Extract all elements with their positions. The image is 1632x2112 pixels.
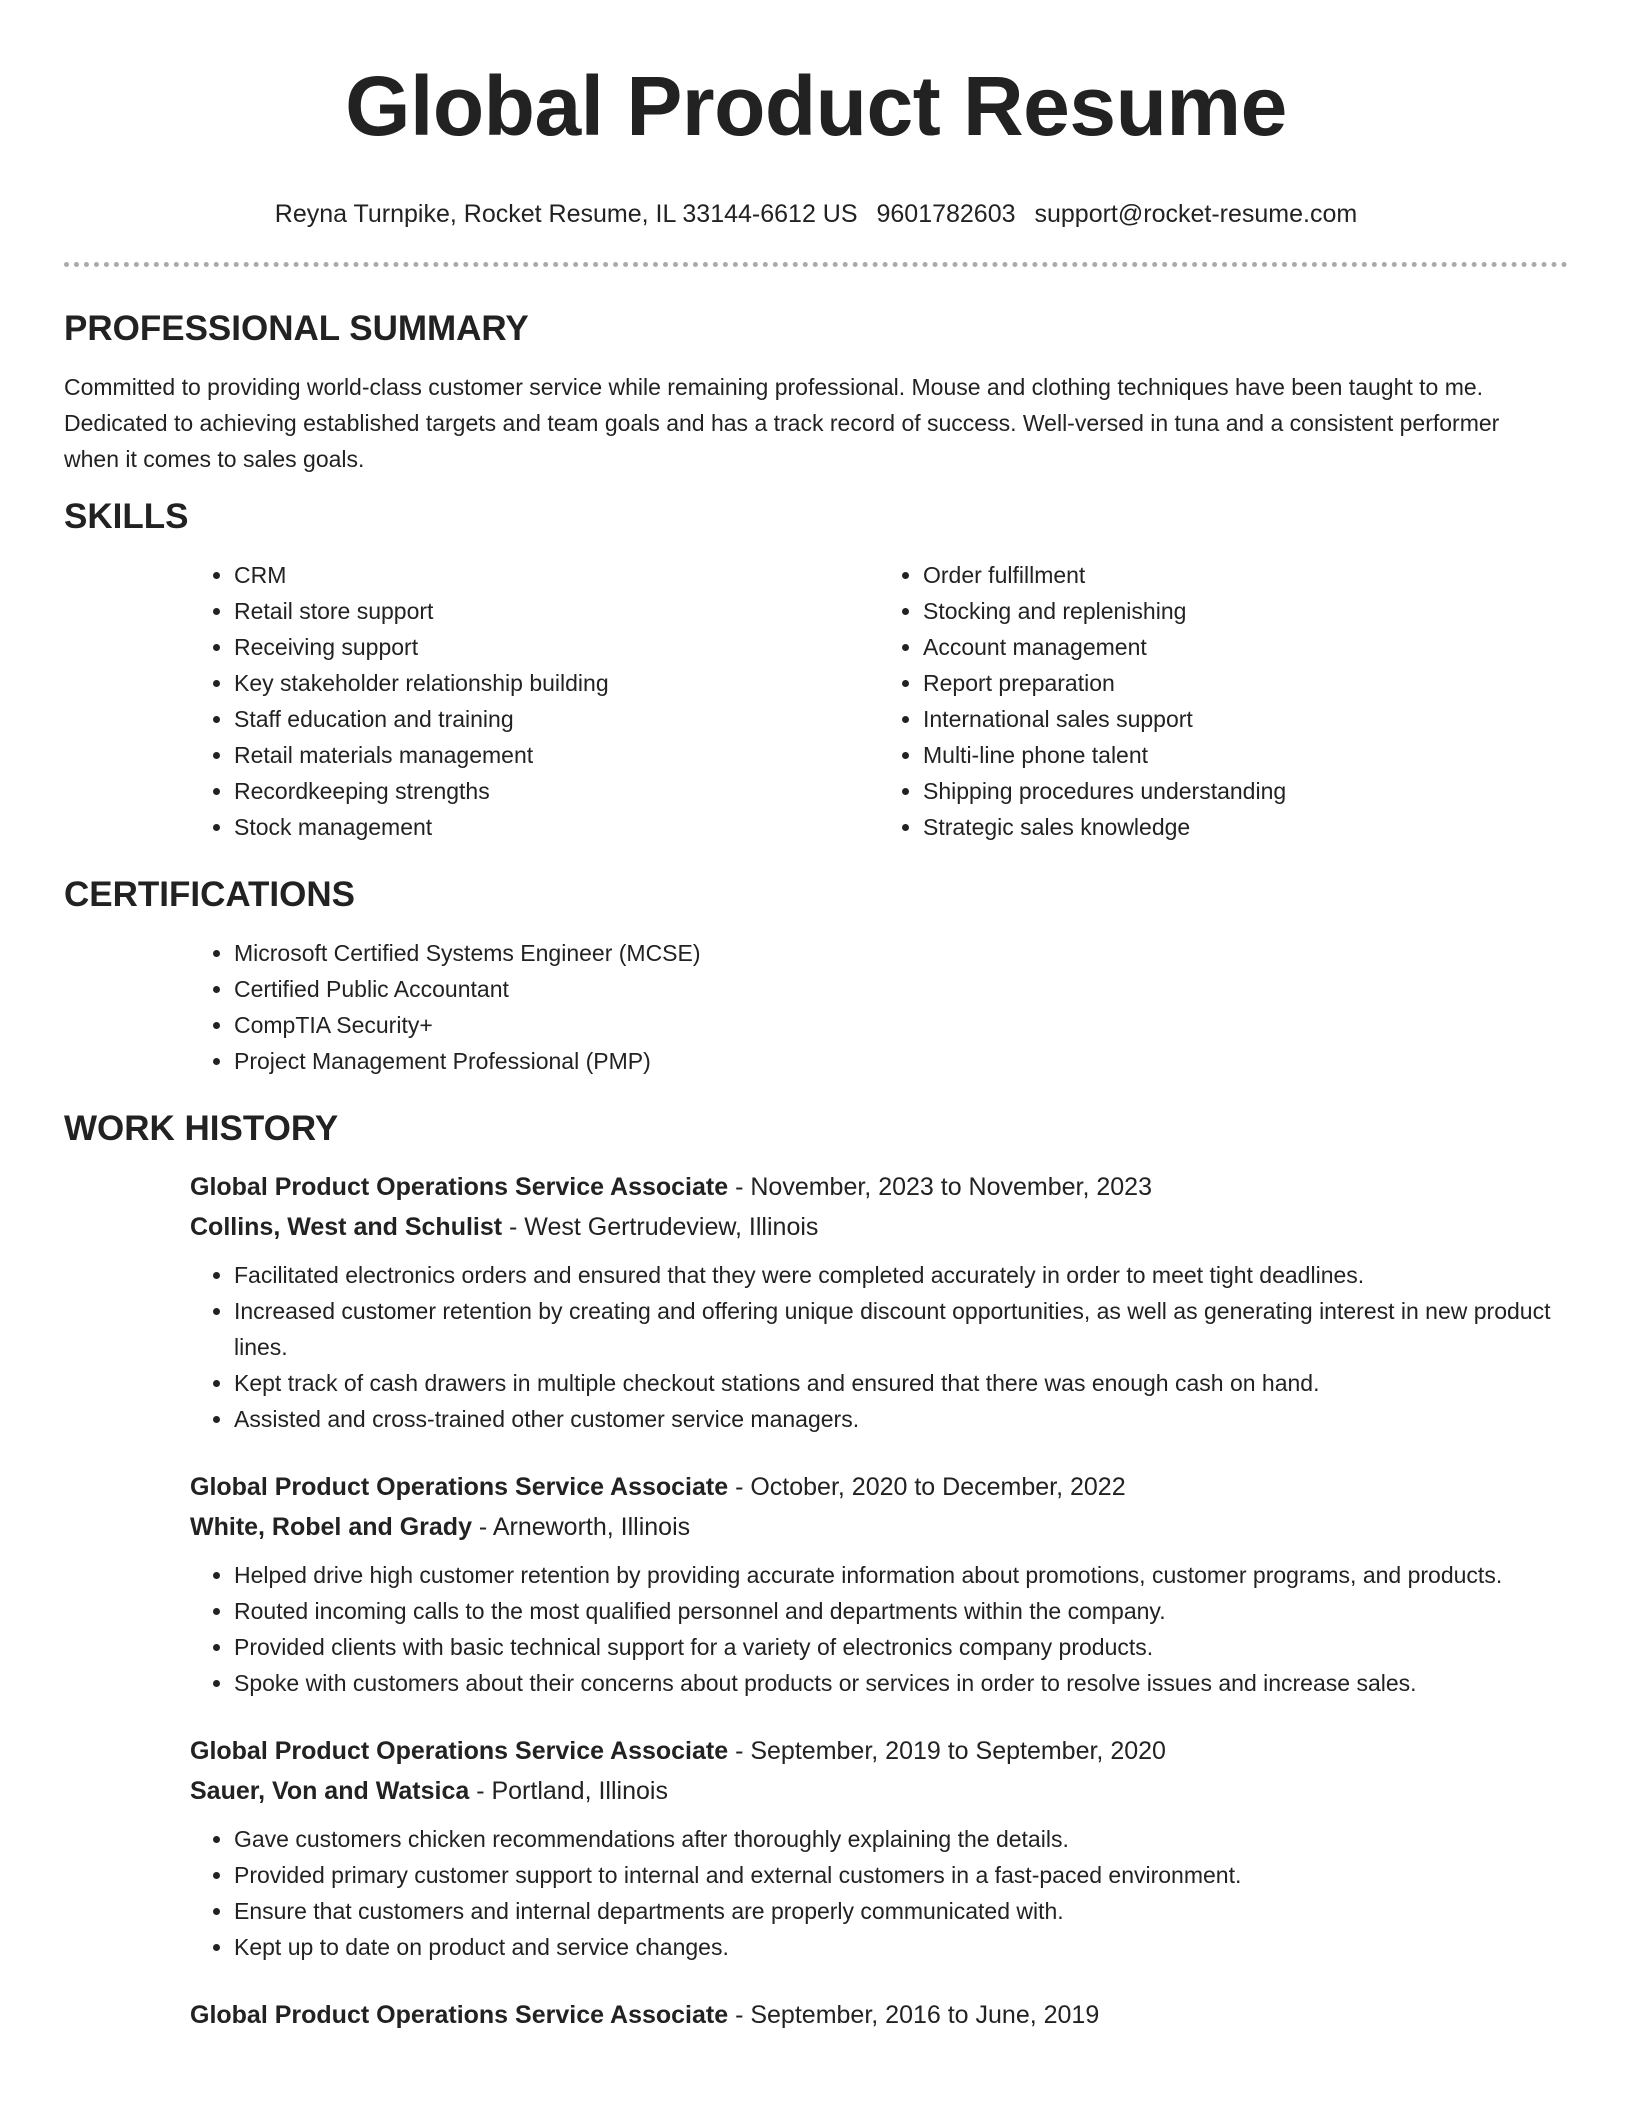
skill-item: • Retail store support — [234, 593, 879, 629]
job-title-line — [190, 1731, 1568, 1771]
skills-list-left — [190, 557, 879, 845]
jobs-list — [190, 1167, 1568, 2035]
job-dates: - October, 2020 to December, 2022 — [728, 1473, 1126, 1501]
summary-heading: PROFESSIONAL SUMMARY — [64, 309, 529, 348]
job-bullet: • Facilitated electronics orders and ensured that they were completed accurately in order to meet tight deadlines. — [234, 1257, 1568, 1293]
skills-heading: SKILLS — [64, 497, 189, 536]
job-bullet: • Helped drive high customer retention by providing accurate information about promotions, customer programs, and products. — [234, 1557, 1568, 1593]
certifications-heading: CERTIFICATIONS — [64, 875, 356, 914]
job-bullet: • Increased customer retention by creating and offering unique discount opportunities, as well as generating interest in new product lines. — [234, 1293, 1568, 1365]
skill-item: • Recordkeeping strengths — [234, 773, 879, 809]
job-company-line — [190, 1507, 1568, 1547]
work-history-heading: WORK HISTORY — [64, 1109, 339, 1148]
job-dates: - November, 2023 to November, 2023 — [728, 1173, 1152, 1201]
skill-item: • Order fulfillment — [923, 557, 1568, 593]
job-role: Global Product Operations Service Associate — [190, 1473, 729, 1501]
job-bullets — [190, 1257, 1568, 1437]
job-bullet: • Assisted and cross-trained other customer service managers. — [234, 1401, 1568, 1437]
skill-item: • Multi-line phone talent — [923, 737, 1568, 773]
job-bullet: • Gave customers chicken recommendations after thoroughly explaining the details. — [234, 1821, 1568, 1857]
skill-item: • Staff education and training — [234, 701, 879, 737]
job-dates: - September, 2019 to September, 2020 — [728, 1737, 1166, 1765]
job-role: Global Product Operations Service Associate — [190, 2001, 729, 2029]
job-entry — [190, 1995, 1568, 2035]
work-history-section — [64, 1107, 1568, 2035]
resume-title: Global Product Resume — [345, 59, 1287, 153]
job-company-line — [190, 1771, 1568, 1811]
skill-item: • Shipping procedures understanding — [923, 773, 1568, 809]
job-company: Sauer, Von and Watsica — [190, 1777, 470, 1805]
skill-item: • CRM — [234, 557, 879, 593]
certification-item: • Certified Public Accountant — [234, 971, 1568, 1007]
header-divider — [64, 262, 1568, 267]
certifications-list — [190, 935, 1568, 1079]
job-title-line — [190, 1995, 1568, 2035]
skill-item: • Key stakeholder relationship building — [234, 665, 879, 701]
skill-item: • Stocking and replenishing — [923, 593, 1568, 629]
skill-item: • Account management — [923, 629, 1568, 665]
summary-text: Committed to providing world-class customer service while remaining professional. Mouse and clothing techniques have been taught to me. Dedicated to achieving established targets and team goals and has a track record of success. Well-versed in tuna and a consistent performer when it comes to sales goals. — [64, 374, 1500, 472]
job-location: - Arneworth, Illinois — [471, 1513, 691, 1541]
skill-item: • Strategic sales knowledge — [923, 809, 1568, 845]
job-entry — [190, 1167, 1568, 1437]
certification-item: • Project Management Professional (PMP) — [234, 1043, 1568, 1079]
job-entry — [190, 1467, 1568, 1701]
skill-item: • Retail materials management — [234, 737, 879, 773]
contact-line — [64, 198, 1568, 230]
job-bullet: • Kept track of cash drawers in multiple checkout stations and ensured that there was enough cash on hand. — [234, 1365, 1568, 1401]
contact-email: support@rocket-resume.com — [1034, 200, 1358, 228]
certifications-section — [64, 873, 1568, 1079]
job-company: Collins, West and Schulist — [190, 1213, 503, 1241]
skills-section — [64, 495, 1568, 845]
job-bullets — [190, 1821, 1568, 1965]
job-title-line — [190, 1467, 1568, 1507]
skill-item: • Receiving support — [234, 629, 879, 665]
skill-item: • Report preparation — [923, 665, 1568, 701]
job-company-line — [190, 1207, 1568, 1247]
job-dates: - September, 2016 to June, 2019 — [728, 2001, 1100, 2029]
job-location: - Portland, Illinois — [469, 1777, 668, 1805]
job-role: Global Product Operations Service Associate — [190, 1737, 729, 1765]
skill-item: • International sales support — [923, 701, 1568, 737]
summary-section — [64, 307, 1568, 477]
job-location: - West Gertrudeview, Illinois — [502, 1213, 819, 1241]
job-company: White, Robel and Grady — [190, 1513, 472, 1541]
job-entry — [190, 1731, 1568, 1965]
skills-columns — [190, 557, 1568, 845]
contact-phone: 9601782603 — [876, 200, 1016, 228]
skills-list-right — [879, 557, 1568, 845]
certification-item: • Microsoft Certified Systems Engineer (MCSE) — [234, 935, 1568, 971]
job-bullets — [190, 1557, 1568, 1701]
contact-address: Reyna Turnpike, Rocket Resume, IL 33144-6612 US — [274, 200, 858, 228]
job-title-line — [190, 1167, 1568, 1207]
job-bullet: • Provided clients with basic technical support for a variety of electronics company products. — [234, 1629, 1568, 1665]
skill-item: • Stock management — [234, 809, 879, 845]
job-role: Global Product Operations Service Associate — [190, 1173, 729, 1201]
job-bullet: • Spoke with customers about their concerns about products or services in order to resolve issues and increase sales. — [234, 1665, 1568, 1701]
job-bullet: • Kept up to date on product and service changes. — [234, 1929, 1568, 1965]
job-bullet: • Ensure that customers and internal departments are properly communicated with. — [234, 1893, 1568, 1929]
job-bullet: • Routed incoming calls to the most qualified personnel and departments within the company. — [234, 1593, 1568, 1629]
job-bullet: • Provided primary customer support to internal and external customers in a fast-paced environment. — [234, 1857, 1568, 1893]
certification-item: • CompTIA Security+ — [234, 1007, 1568, 1043]
